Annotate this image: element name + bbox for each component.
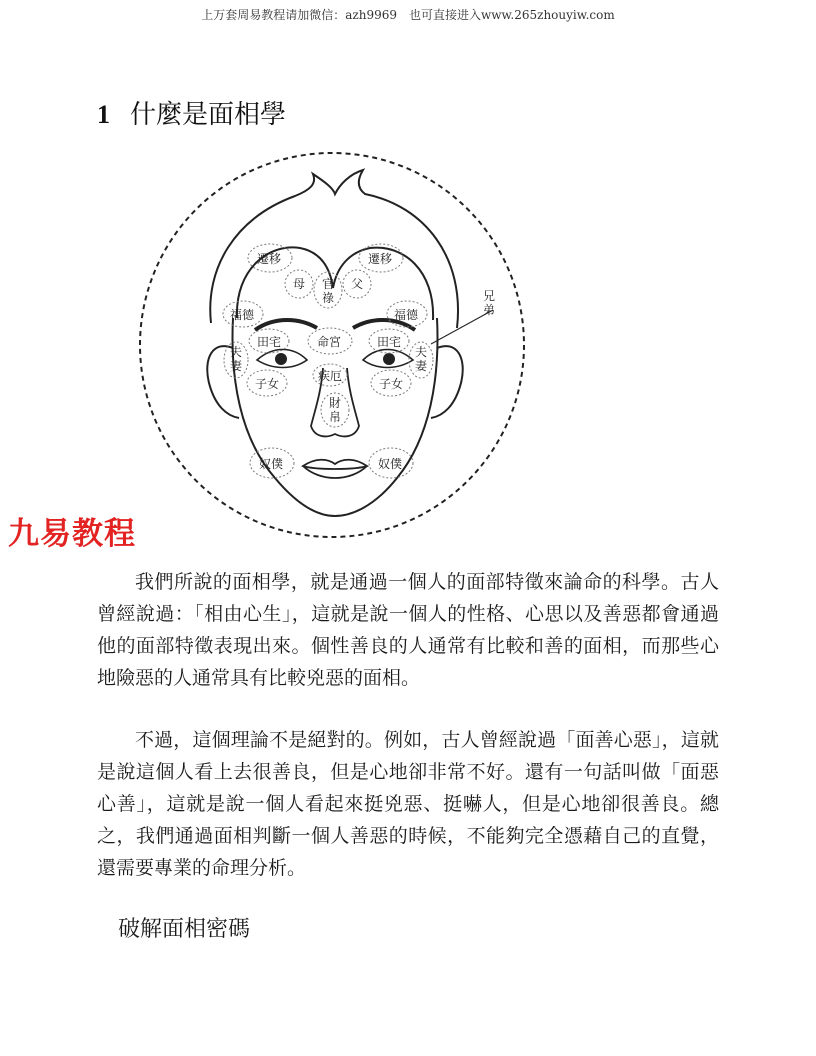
watermark-logo: 九易教程 [8,516,136,552]
label-fuqi-right-2: 妻 [415,359,428,373]
left-pupil [275,353,287,365]
label-caibo-1: 財 [329,396,342,410]
label-jie: 疾厄 [318,369,343,383]
section-number: 1 [97,100,110,129]
label-tianzhai-left: 田宅 [257,335,282,349]
label-tianzhai-right: 田宅 [377,335,402,349]
label-fuqi-left-1: 夫 [230,345,243,359]
label-zinv-right: 子女 [379,377,404,391]
label-qianyi-right: 遷移 [368,252,393,266]
label-guanlu-2: 祿 [322,291,335,305]
label-caibo [329,395,345,424]
right-ear [431,346,463,418]
label-xiongdi [483,289,499,317]
label-guanlu [322,276,338,305]
right-pupil [383,353,395,365]
label-fuqi-left [230,344,246,373]
label-fu: 父 [351,277,364,291]
label-nupu-right: 奴僕 [378,457,403,471]
left-eyebrow [255,320,317,330]
label-zinv-left: 子女 [255,377,280,391]
label-xiongdi-1: 兄 [483,289,496,303]
label-mu: 母 [293,277,306,291]
subheading: 破解面相密碼 [118,917,251,942]
label-caibo-2: 帛 [329,410,342,424]
promo-header: 上万套周易教程请加微信：azh9969 也可直接进入www.265zhouyiw.com [201,8,615,22]
section-title: 什麼是面相學 [130,100,287,130]
label-qianyi-left: 遷移 [257,252,282,266]
label-xiongdi-2: 弟 [483,303,496,317]
label-fuqi-right-1: 夫 [415,345,428,359]
label-nupu-left: 奴僕 [259,457,284,471]
label-fude-right: 福德 [394,308,419,322]
label-guanlu-1: 官 [322,277,335,291]
upper-lip [303,460,367,469]
label-fuqi-right [415,344,431,373]
section-heading [97,94,286,131]
body-paragraph-2: 不過，這個理論不是絕對的。例如，古人曾經說過「面善心惡」，這就是說這個人看上去很善良，但是心地卻非常不好。還有一句話叫做「面惡心善」，這就是說一個人看起來挺兇惡、挺嚇人，但是心地卻很善良。總之，我們通過面相判斷一個人善惡的時候，不能夠完全憑藉自己的直覺，還需要專業的命理分析。 [97,729,719,879]
face-diagram [135,148,530,543]
label-fuqi-left-2: 妻 [230,359,243,373]
label-fude-left: 福德 [230,308,255,322]
body-paragraph-1: 我們所說的面相學，就是通過一個人的面部特徵來論命的科學。古人曾經說過：「相由心生」，這就是說一個人的性格、心思以及善惡都會通過他的面部特徵表現出來。個性善良的人通常有比較和善的面相，而那些心地險惡的人通常具有比較兇惡的面相。 [97,571,719,689]
label-minggong: 命宮 [317,335,342,349]
